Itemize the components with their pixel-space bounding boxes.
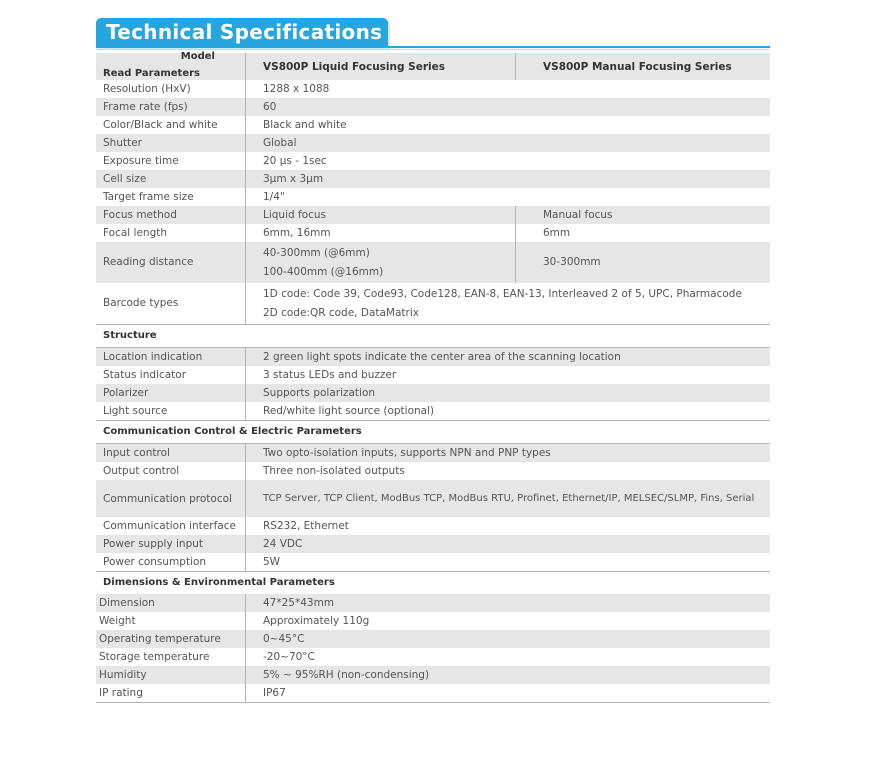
- spec-label: IP rating: [96, 684, 246, 703]
- spec-row-ip-rating: [96, 684, 770, 703]
- spec-value: Global: [246, 134, 771, 152]
- spec-value: Two opto-isolation inputs, supports NPN and PNP types: [246, 444, 771, 463]
- spec-value: TCP Server, TCP Client, ModBus TCP, ModBus RTU, Profinet, Ethernet/IP, MELSEC/SLMP, Fins, Serial: [246, 480, 771, 517]
- spec-value-manual: 30-300mm: [516, 242, 771, 283]
- spec-value: 5% ~ 95%RH (non-condensing): [246, 666, 771, 684]
- spec-row-humidity: [96, 666, 770, 684]
- spec-value: 1/4": [246, 188, 771, 206]
- spec-label: Communication interface: [96, 517, 246, 535]
- spec-value: 3μm x 3μm: [246, 170, 771, 188]
- spec-value: Approximately 110g: [246, 612, 771, 630]
- spec-row-status: [96, 366, 770, 384]
- spec-row-storage-temp: [96, 648, 770, 666]
- spec-label: Reading distance: [96, 242, 246, 283]
- section-heading-row: [96, 421, 770, 444]
- spec-label: Resolution (HxV): [96, 80, 246, 98]
- spec-value: 0~45°C: [246, 630, 771, 648]
- spec-value: 6mm, 16mm: [246, 224, 516, 242]
- spec-label: Communication protocol: [96, 480, 246, 517]
- spec-row-cell-size: [96, 170, 770, 188]
- spec-table: [96, 53, 770, 703]
- spec-value: 20 μs - 1sec: [246, 152, 771, 170]
- spec-row-light-source: [96, 402, 770, 421]
- title-underline-light: [96, 49, 770, 50]
- spec-value: 2 green light spots indicate the center area of the scanning location: [246, 348, 771, 367]
- spec-row-color: [96, 116, 770, 134]
- header-row: [96, 53, 770, 80]
- title-tab: [96, 18, 388, 47]
- spec-value: 60: [246, 98, 771, 116]
- model-col-liquid: VS800P Liquid Focusing Series: [246, 53, 516, 80]
- spec-row-frame-rate: [96, 98, 770, 116]
- spec-value: 1288 x 1088: [246, 80, 771, 98]
- title-banner: [96, 18, 770, 50]
- section-heading-structure: Structure: [96, 325, 770, 348]
- spec-label: Storage temperature: [96, 648, 246, 666]
- spec-value-manual: Manual focus: [516, 206, 771, 224]
- model-col-manual: VS800P Manual Focusing Series: [516, 53, 771, 80]
- spec-label: Exposure time: [96, 152, 246, 170]
- spec-row-power-consumption: [96, 553, 770, 572]
- spec-row-interface: [96, 517, 770, 535]
- spec-row-exposure: [96, 152, 770, 170]
- spec-label: Light source: [96, 402, 246, 421]
- spec-row-resolution: [96, 80, 770, 98]
- spec-label: Frame rate (fps): [96, 98, 246, 116]
- spec-row-polarizer: [96, 384, 770, 402]
- spec-row-weight: [96, 612, 770, 630]
- model-label: Model: [180, 51, 215, 62]
- spec-value: 5W: [246, 553, 771, 572]
- spec-label: Weight: [96, 612, 246, 630]
- spec-row-location: [96, 348, 770, 367]
- spec-row-focus-method: [96, 206, 770, 224]
- spec-row-shutter: [96, 134, 770, 152]
- section-heading-comm: Communication Control & Electric Parameters: [96, 421, 770, 444]
- spec-row-protocol: [96, 480, 770, 517]
- spec-value: 47*25*43mm: [246, 594, 771, 612]
- spec-label: Status indicator: [96, 366, 246, 384]
- header-corner: [96, 53, 246, 80]
- title-underline: [96, 46, 770, 48]
- page-title: Technical Specifications: [106, 20, 383, 44]
- spec-label: Power supply input: [96, 535, 246, 553]
- section-heading-dims: Dimensions & Environmental Parameters: [96, 572, 770, 595]
- spec-value: IP67: [246, 684, 771, 703]
- spec-label: Humidity: [96, 666, 246, 684]
- spec-row-operating-temp: [96, 630, 770, 648]
- spec-row-dimension: [96, 594, 770, 612]
- spec-label: Power consumption: [96, 553, 246, 572]
- spec-row-output-control: [96, 462, 770, 480]
- spec-label: Cell size: [96, 170, 246, 188]
- spec-row-focal-length: [96, 224, 770, 242]
- spec-value: RS232, Ethernet: [246, 517, 771, 535]
- spec-value-line: 2D code:QR code, DataMatrix: [263, 306, 419, 319]
- spec-label: Dimension: [96, 594, 246, 612]
- spec-value: Supports polarization: [246, 384, 771, 402]
- spec-label: Input control: [96, 444, 246, 463]
- spec-label: Location indication: [96, 348, 246, 367]
- spec-label: Color/Black and white: [96, 116, 246, 134]
- spec-label: Shutter: [96, 134, 246, 152]
- section-heading-row: [96, 325, 770, 348]
- spec-label: Polarizer: [96, 384, 246, 402]
- spec-value: [246, 283, 771, 325]
- spec-row-barcode-types: [96, 283, 770, 325]
- spec-value: Black and white: [246, 116, 771, 134]
- spec-label: Focal length: [96, 224, 246, 242]
- spec-value: Red/white light source (optional): [246, 402, 771, 421]
- spec-value-manual: 6mm: [516, 224, 771, 242]
- spec-label: Target frame size: [96, 188, 246, 206]
- spec-row-input-control: [96, 444, 770, 463]
- spec-value-line: 100-400mm (@16mm): [263, 265, 384, 278]
- spec-value: 24 VDC: [246, 535, 771, 553]
- spec-label: Operating temperature: [96, 630, 246, 648]
- spec-row-reading-distance: [96, 242, 770, 283]
- spec-row-power-input: [96, 535, 770, 553]
- spec-label: Barcode types: [96, 283, 246, 325]
- spec-label: Focus method: [96, 206, 246, 224]
- spec-value: 3 status LEDs and buzzer: [246, 366, 771, 384]
- read-params-heading: Read Parameters: [103, 68, 201, 79]
- section-heading-row: [96, 572, 770, 595]
- spec-value: Liquid focus: [246, 206, 516, 224]
- spec-value: Three non-isolated outputs: [246, 462, 771, 480]
- spec-row-target-frame: [96, 188, 770, 206]
- spec-value: [246, 242, 516, 283]
- spec-value-line: 1D code: Code 39, Code93, Code128, EAN-8, EAN-13, Interleaved 2 of 5, UPC, Pharmacode: [263, 287, 742, 300]
- spec-value: -20~70°C: [246, 648, 771, 666]
- spec-value-line: 40-300mm (@6mm): [263, 246, 370, 259]
- spec-label: Output control: [96, 462, 246, 480]
